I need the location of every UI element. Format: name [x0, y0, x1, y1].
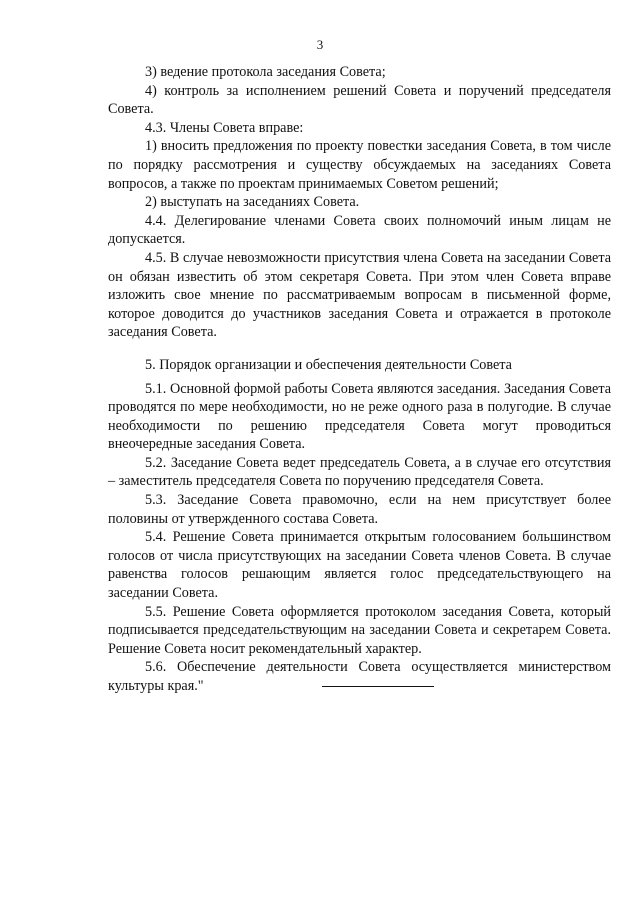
paragraph-5-4: 5.4. Решение Совета принимается открытым голосованием большинством голосов от числа присутствующих на заседании Совета членов Совета. В случае равенства голосов решающим является голос председательствующего на заседании Совета.	[108, 529, 611, 602]
paragraph-5-6: 5.6. Обеспечение деятельности Совета осуществляется министерством культуры края."	[108, 659, 611, 694]
paragraph-5-1: 5.1. Основной формой работы Совета являются заседания. Заседания Совета проводятся по мере необходимости, но не реже одного раза в полугодие. В случае необходимости по решению председателя Совета могут проводиться внеочередные заседания Совета.	[108, 380, 611, 453]
page-number: 3	[316, 37, 324, 52]
paragraph-2-speak: 2) выступать на заседаниях Совета.	[145, 194, 360, 211]
paragraph-4-4-delegation: 4.4. Делегирование членами Совета своих полномочий иным лицам не допускается.	[108, 212, 611, 248]
paragraph-4-5-absence: 4.5. В случае невозможности присутствия члена Совета на заседании Совета он обязан известить об этом секретаря Совета. При этом член Совета вправе изложить свое мнение по рассматриваемым вопросам в письменной форме, которое доводится до участников заседания Совета и отражается в протоколе заседания Совета.	[108, 249, 611, 341]
paragraph-1-proposals: 1) вносить предложения по проекту повестки заседания Совета, в том числе по порядку рассмотрения и существу обсуждаемых на заседаниях Совета вопросов, а также по проектам принимаемых Советом решений;	[108, 138, 611, 192]
end-divider-line	[322, 686, 434, 687]
section-heading: 5. Порядок организации и обеспечения деятельности Совета	[145, 356, 512, 373]
paragraph-4-3-members-rights: 4.3. Члены Совета вправе:	[145, 119, 304, 136]
document-body	[108, 63, 611, 696]
paragraph-5-2: 5.2. Заседание Совета ведет председатель Совета, а в случае его отсутствия – заместитель председателя Совета по поручению председателя Совета.	[108, 454, 611, 490]
paragraph-5-3: 5.3. Заседание Совета правомочно, если на нем присутствует более половины от утвержденного состава Совета.	[108, 492, 611, 527]
paragraph-5-5: 5.5. Решение Совета оформляется протоколом заседания Совета, который подписывается председательствующим на заседании Совета и секретарем Совета. Решение Совета носит рекомендательный характер.	[108, 603, 611, 657]
paragraph-3-minutes: 3) ведение протокола заседания Совета;	[145, 64, 386, 80]
paragraph-4-control: 4) контроль за исполнением решений Совета и поручений председателя Совета.	[108, 82, 611, 118]
